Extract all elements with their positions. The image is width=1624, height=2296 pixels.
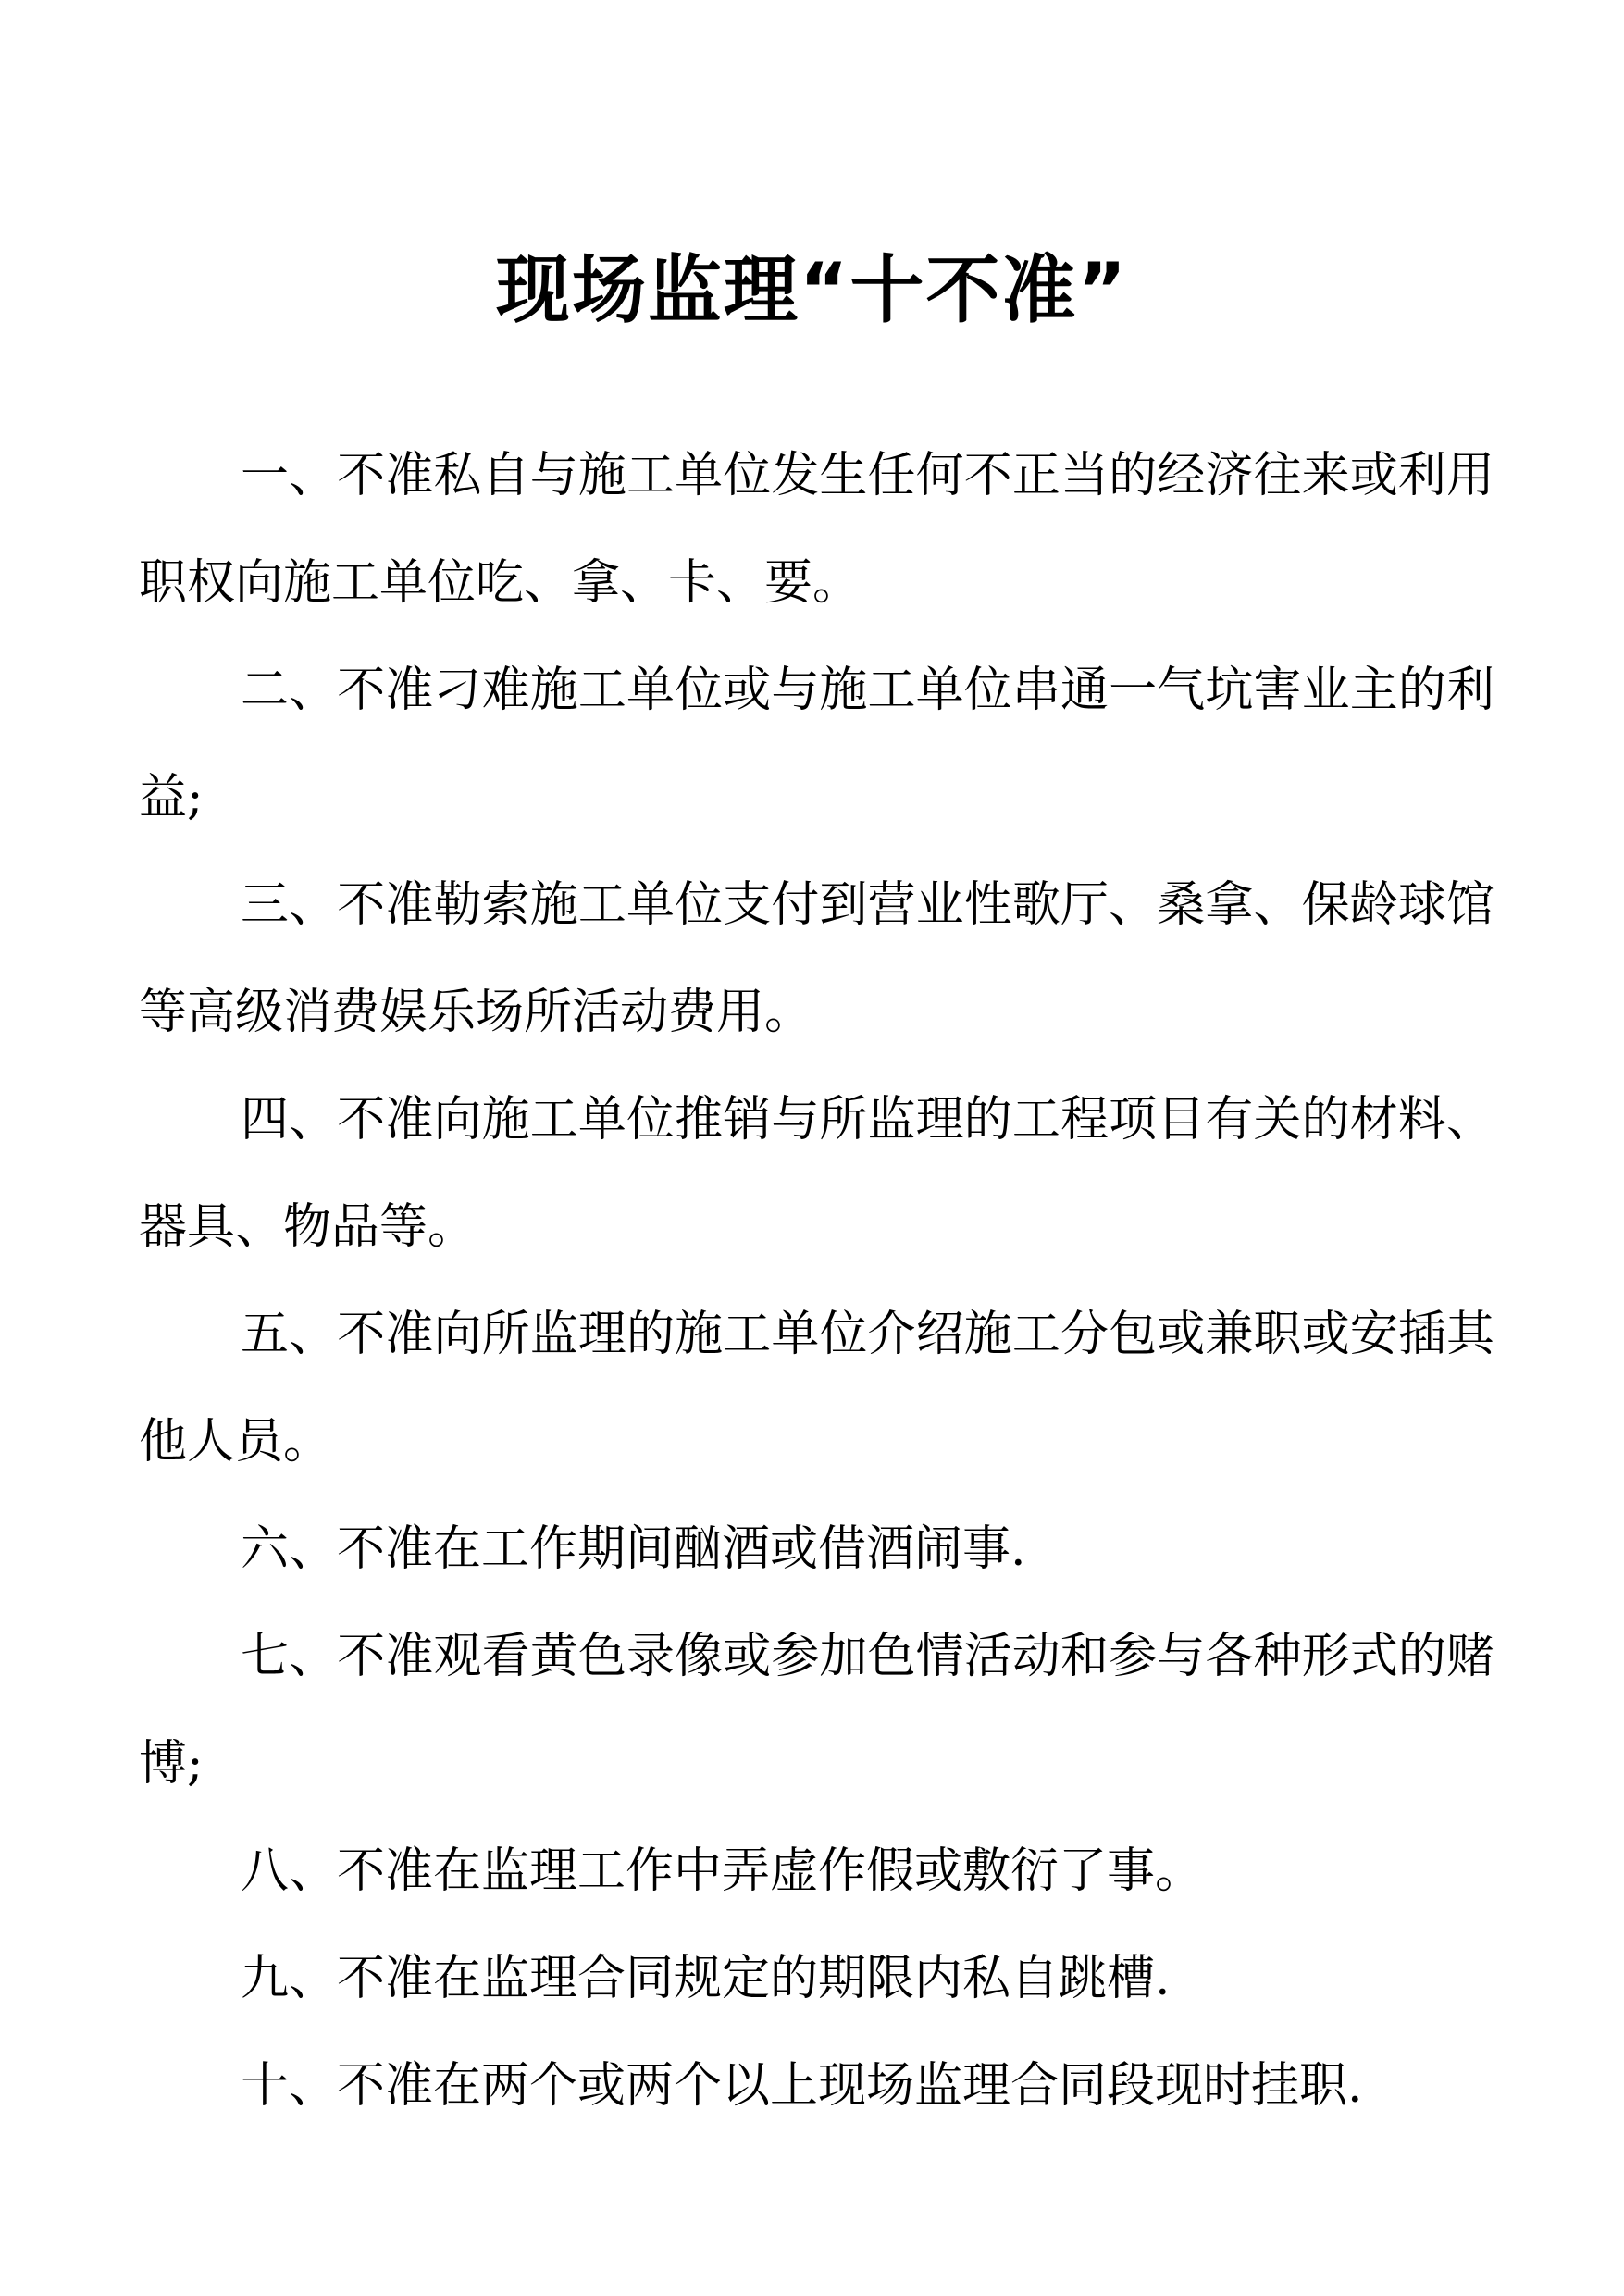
rule-item-5: 五、不准向所监理的施工单位介绍施工分包或兼职或安插其他人员。	[139, 1307, 1494, 1470]
rule-item-1: 一、不准私自与施工单位发生任何不正当的经济往来或利用职权向施工单位吃、拿、卡、要。	[139, 448, 1494, 611]
rule-item-10: 十、不准在两个或两个以上现场监理合同段现时挂职.	[241, 2058, 1363, 2114]
rule-item-7: 七、不准观看黄色录像或参加色情活动和参与各种形式的赌博;	[139, 1629, 1494, 1792]
rule-item-2: 二、不准刁难施工单位或与施工单位串通一气坑害业主的利益;	[139, 663, 1494, 825]
rule-item-4: 四、不准向施工单位推销与所监理的工程项目有关的材料、器具、物品等。	[139, 1092, 1494, 1255]
rule-item-6: 六、不准在工作期间酗酒或借酒闹事.	[241, 1521, 1026, 1577]
rule-item-3: 三、不准勒索施工单位支付到营业性歌厅、桑拿、保龄球馆等高级消费娱乐场所活动费用。	[139, 877, 1494, 1040]
rule-item-9: 九、不准在监理合同规定的期限内私自跳槽.	[241, 1951, 1171, 2006]
document-title: 现场监理“十不准”	[495, 246, 1129, 333]
rule-item-8: 八、不准在监理工作中弄虚作假或敷衍了事。	[241, 1843, 1204, 1899]
rules-list	[139, 422, 1494, 2140]
